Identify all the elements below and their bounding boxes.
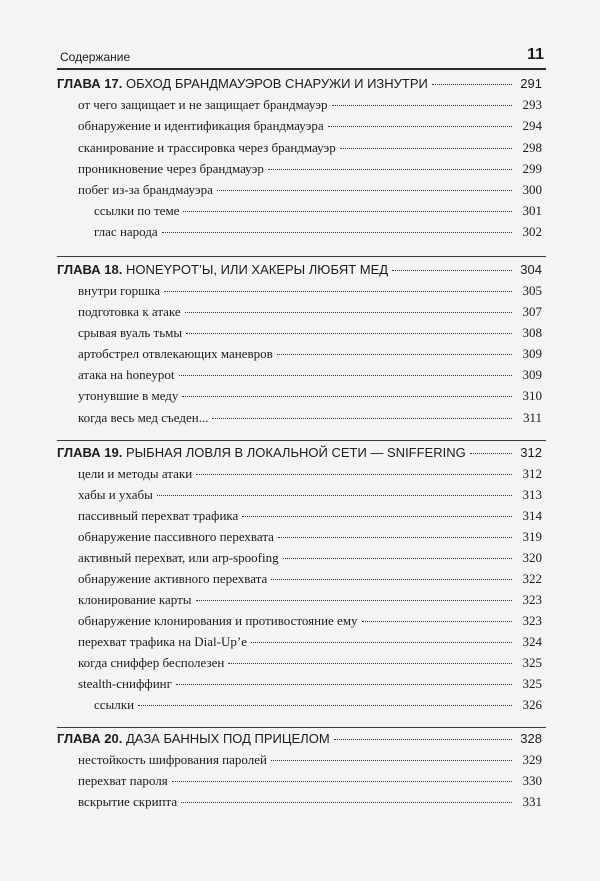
toc-entry[interactable] [78, 571, 542, 591]
chapter-title: РЫБНАЯ ЛОВЛЯ В ЛОКАЛЬНОЙ СЕТИ — SNIFFERING [126, 445, 466, 460]
entry-title: нестойкость шифрования паролей [78, 752, 267, 767]
entry-title: перехват трафика на Dial-Up’е [78, 634, 247, 649]
entry-page: 330 [522, 773, 542, 788]
leader-dots [332, 105, 512, 106]
leader-dots [196, 600, 512, 601]
entry-page: 326 [522, 697, 542, 712]
leader-dots [362, 621, 512, 622]
entry-page: 323 [522, 613, 542, 628]
entry-page: 312 [522, 466, 542, 481]
chapter-title: HONEYPOT’Ы, ИЛИ ХАКЕРЫ ЛЮБЯТ МЕД [126, 262, 389, 277]
entry-title: ссылки [94, 697, 135, 712]
entry-page: 310 [522, 388, 542, 403]
toc-entry[interactable] [94, 224, 542, 244]
leader-dots [157, 495, 512, 496]
leader-dots [138, 705, 512, 706]
entry-page: 320 [522, 550, 542, 565]
entry-page: 323 [522, 592, 542, 607]
entry-title: атака на honeypot [78, 367, 175, 382]
leader-dots [228, 663, 512, 664]
leader-dots [181, 802, 512, 803]
leader-dots [392, 270, 512, 271]
entry-page: 324 [522, 634, 542, 649]
entry-title: когда сниффер бесполезен [78, 655, 225, 670]
chapter-label: ГЛАВА 20. [57, 731, 123, 746]
toc-entry[interactable] [78, 388, 542, 408]
chapter-label: ГЛАВА 19. [57, 445, 123, 460]
entry-title: утонувшие в меду [78, 388, 179, 403]
toc-entry[interactable] [78, 487, 542, 507]
section-divider [57, 256, 546, 257]
toc-entry[interactable] [78, 118, 542, 138]
header-page-number: 11 [527, 46, 544, 63]
entry-title: сканирование и трассировка через брандмауэр [78, 140, 336, 155]
entry-title: артобстрел отвлекающих маневров [78, 346, 273, 361]
entry-page: 302 [522, 224, 542, 239]
leader-dots [212, 418, 512, 419]
leader-dots [277, 354, 512, 355]
toc-entry[interactable] [78, 367, 542, 387]
toc-chapter-17[interactable] [57, 76, 542, 96]
leader-dots [164, 291, 512, 292]
chapter-page: 291 [520, 76, 542, 91]
toc-entry[interactable] [78, 676, 542, 696]
toc-entry[interactable] [78, 655, 542, 675]
entry-title: перехват пароля [78, 773, 168, 788]
chapter-title: ДАЗА БАННЫХ ПОД ПРИЦЕЛОМ [126, 731, 330, 746]
entry-page: 305 [522, 283, 542, 298]
toc-chapter-18[interactable] [57, 262, 542, 282]
entry-page: 331 [522, 794, 542, 809]
leader-dots [278, 537, 512, 538]
toc-entry[interactable] [78, 529, 542, 549]
leader-dots [182, 396, 512, 397]
toc-entry[interactable] [78, 283, 542, 303]
chapter-page: 312 [520, 445, 542, 460]
entry-title: обнаружение активного перехвата [78, 571, 268, 586]
entry-page: 294 [522, 118, 542, 133]
entry-page: 308 [522, 325, 542, 340]
leader-dots [242, 516, 512, 517]
toc-entry[interactable] [78, 550, 542, 570]
leader-dots [185, 312, 512, 313]
entry-page: 325 [522, 676, 542, 691]
leader-dots [470, 453, 512, 454]
entry-title: stealth-сниффинг [78, 676, 172, 691]
entry-title: цели и методы атаки [78, 466, 193, 481]
toc-entry[interactable] [78, 304, 542, 324]
toc-entry[interactable] [94, 203, 542, 223]
section-divider [57, 440, 546, 441]
entry-title: от чего защищает и не защищает брандмауэр [78, 97, 328, 112]
toc-entry[interactable] [94, 697, 542, 717]
entry-page: 313 [522, 487, 542, 502]
entry-title: пассивный перехват трафика [78, 508, 239, 523]
entry-title: обнаружение пассивного перехвата [78, 529, 274, 544]
entry-title: побег из-за брандмауэра [78, 182, 213, 197]
toc-entry[interactable] [78, 634, 542, 654]
leader-dots [251, 642, 512, 643]
entry-page: 293 [522, 97, 542, 112]
running-header [57, 46, 546, 70]
toc-entry[interactable] [78, 466, 542, 486]
entry-page: 329 [522, 752, 542, 767]
leader-dots [179, 375, 512, 376]
toc-entry[interactable] [78, 182, 542, 202]
entry-title: активный перехват, или arp-spoofing [78, 550, 279, 565]
entry-title: когда весь мед съеден... [78, 410, 209, 425]
toc-entry[interactable] [78, 773, 542, 793]
toc-entry[interactable] [78, 613, 542, 633]
entry-title: глас народа [94, 224, 158, 239]
entry-page: 314 [522, 508, 542, 523]
header-title: Содержание [60, 50, 131, 64]
entry-page: 307 [522, 304, 542, 319]
toc-entry[interactable] [78, 140, 542, 160]
leader-dots [217, 190, 512, 191]
entry-page: 309 [522, 346, 542, 361]
entry-page: 311 [522, 410, 542, 425]
entry-title: хабы и ухабы [78, 487, 153, 502]
section-divider [57, 727, 546, 728]
entry-title: обнаружение и идентификация брандмауэра [78, 118, 324, 133]
toc-entry[interactable] [78, 325, 542, 345]
toc-entry[interactable] [78, 97, 542, 117]
leader-dots [271, 760, 512, 761]
entry-title: клонирование карты [78, 592, 192, 607]
entry-title: обнаружение клонирования и противостояние ему [78, 613, 358, 628]
leader-dots [183, 211, 512, 212]
toc-entry[interactable] [78, 508, 542, 528]
leader-dots [271, 579, 512, 580]
entry-title: проникновение через брандмауэр [78, 161, 264, 176]
chapter-label: ГЛАВА 18. [57, 262, 123, 277]
leader-dots [162, 232, 512, 233]
entry-page: 301 [522, 203, 542, 218]
entry-title: срывая вуаль тьмы [78, 325, 183, 340]
leader-dots [186, 333, 512, 334]
toc-entry[interactable] [78, 161, 542, 181]
entry-page: 299 [522, 161, 542, 176]
leader-dots [283, 558, 512, 559]
toc-entry[interactable] [78, 592, 542, 612]
entry-page: 319 [522, 529, 542, 544]
entry-page: 325 [522, 655, 542, 670]
chapter-page: 328 [520, 731, 542, 746]
leader-dots [172, 781, 512, 782]
chapter-page: 304 [520, 262, 542, 277]
entry-page: 298 [522, 140, 542, 155]
leader-dots [268, 169, 512, 170]
leader-dots [334, 739, 512, 740]
entry-title: ссылки по теме [94, 203, 180, 218]
chapter-label: ГЛАВА 17. [57, 76, 123, 91]
chapter-title: ОБХОД БРАНДМАУЭРОВ СНАРУЖИ И ИЗНУТРИ [126, 76, 428, 91]
toc-entry[interactable] [78, 346, 542, 366]
toc-chapter-20[interactable] [57, 731, 542, 751]
toc-chapter-19[interactable] [57, 445, 542, 465]
entry-title: вскрытие скрипта [78, 794, 178, 809]
toc-entry[interactable] [78, 410, 542, 430]
leader-dots [340, 148, 512, 149]
leader-dots [176, 684, 512, 685]
entry-title: подготовка к атаке [78, 304, 181, 319]
entry-page: 300 [522, 182, 542, 197]
leader-dots [328, 126, 512, 127]
leader-dots [432, 84, 512, 85]
toc-entry[interactable] [78, 794, 542, 814]
leader-dots [196, 474, 512, 475]
entry-page: 322 [522, 571, 542, 586]
entry-title: внутри горшка [78, 283, 161, 298]
entry-page: 309 [522, 367, 542, 382]
toc-entry[interactable] [78, 752, 542, 772]
